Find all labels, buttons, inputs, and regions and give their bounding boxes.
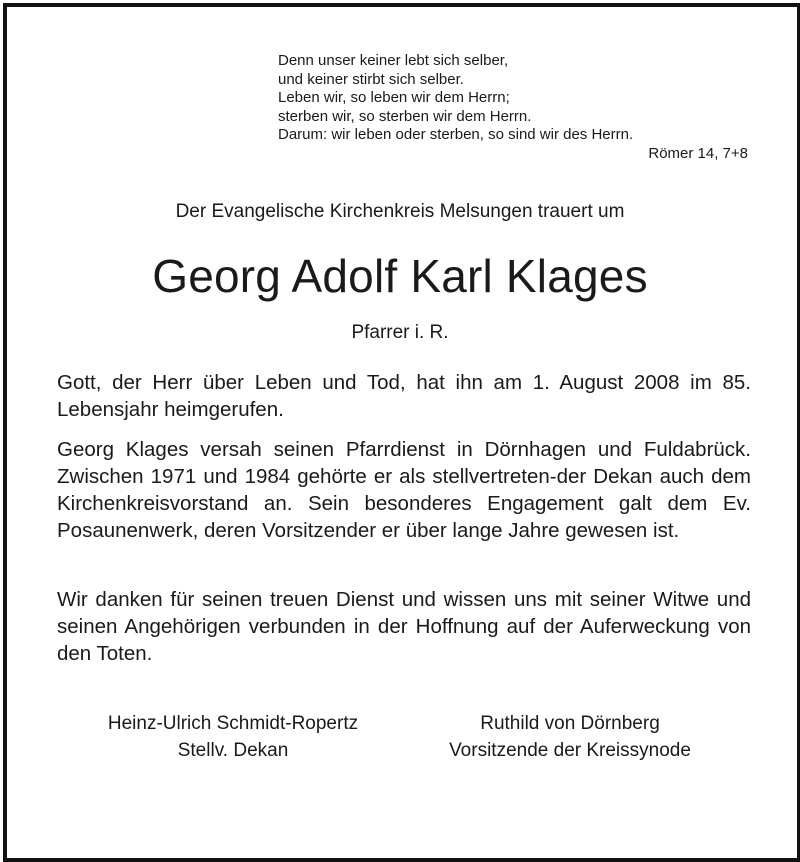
signatory-name: Heinz-Ulrich Schmidt-Ropertz [107, 713, 359, 734]
deceased-title: Pfarrer i. R. [351, 322, 449, 343]
deceased-name: Georg Adolf Karl Klages [152, 250, 648, 302]
verse-line: Leben wir, so leben wir dem Herrn; [278, 89, 510, 106]
bible-verse [278, 52, 748, 163]
verse-line: und keiner stirbt sich selber. [278, 70, 464, 88]
paragraph-career: Georg Klages versah seinen Pfarrdienst in Dörnhagen und Fuldabrück. Zwischen 1971 und 1984 gehörte er als stellvertreten-der Dekan auch dem Kirchenkreisvorstand an. Sein besonderes Engagement galt dem Ev. Posaunenwerk, deren Vorsitzender er über lange Jahre gewesen ist. [57, 438, 751, 542]
paragraph-thanks: Wir danken für seinen treuen Dienst und wissen uns mit seiner Witwe und seinen Angehörigen verbunden in der Hoffnung auf der Auferweckung von den Toten. [57, 588, 751, 665]
signatory-role: Stellv. Dekan [177, 740, 289, 761]
signatory-name: Ruthild von Dörnberg [480, 713, 660, 734]
verse-line: Darum: wir leben oder sterben, so sind wir des Herrn. [278, 126, 634, 143]
paragraph-death: Gott, der Herr über Leben und Tod, hat ihn am 1. August 2008 im 85. Lebensjahr heimgerufen. [57, 371, 751, 421]
verse-line: sterben wir, so sterben wir dem Herrn. [278, 107, 532, 125]
verse-line: Denn unser keiner lebt sich selber, [278, 52, 509, 69]
verse-reference: Römer 14, 7+8 [648, 144, 748, 162]
signature-dean [58, 710, 408, 764]
intro-text: Der Evangelische Kirchenkreis Melsungen trauert um [175, 201, 625, 222]
signature-synod-chair [400, 710, 740, 764]
signatory-role: Vorsitzende der Kreissynode [449, 740, 691, 761]
